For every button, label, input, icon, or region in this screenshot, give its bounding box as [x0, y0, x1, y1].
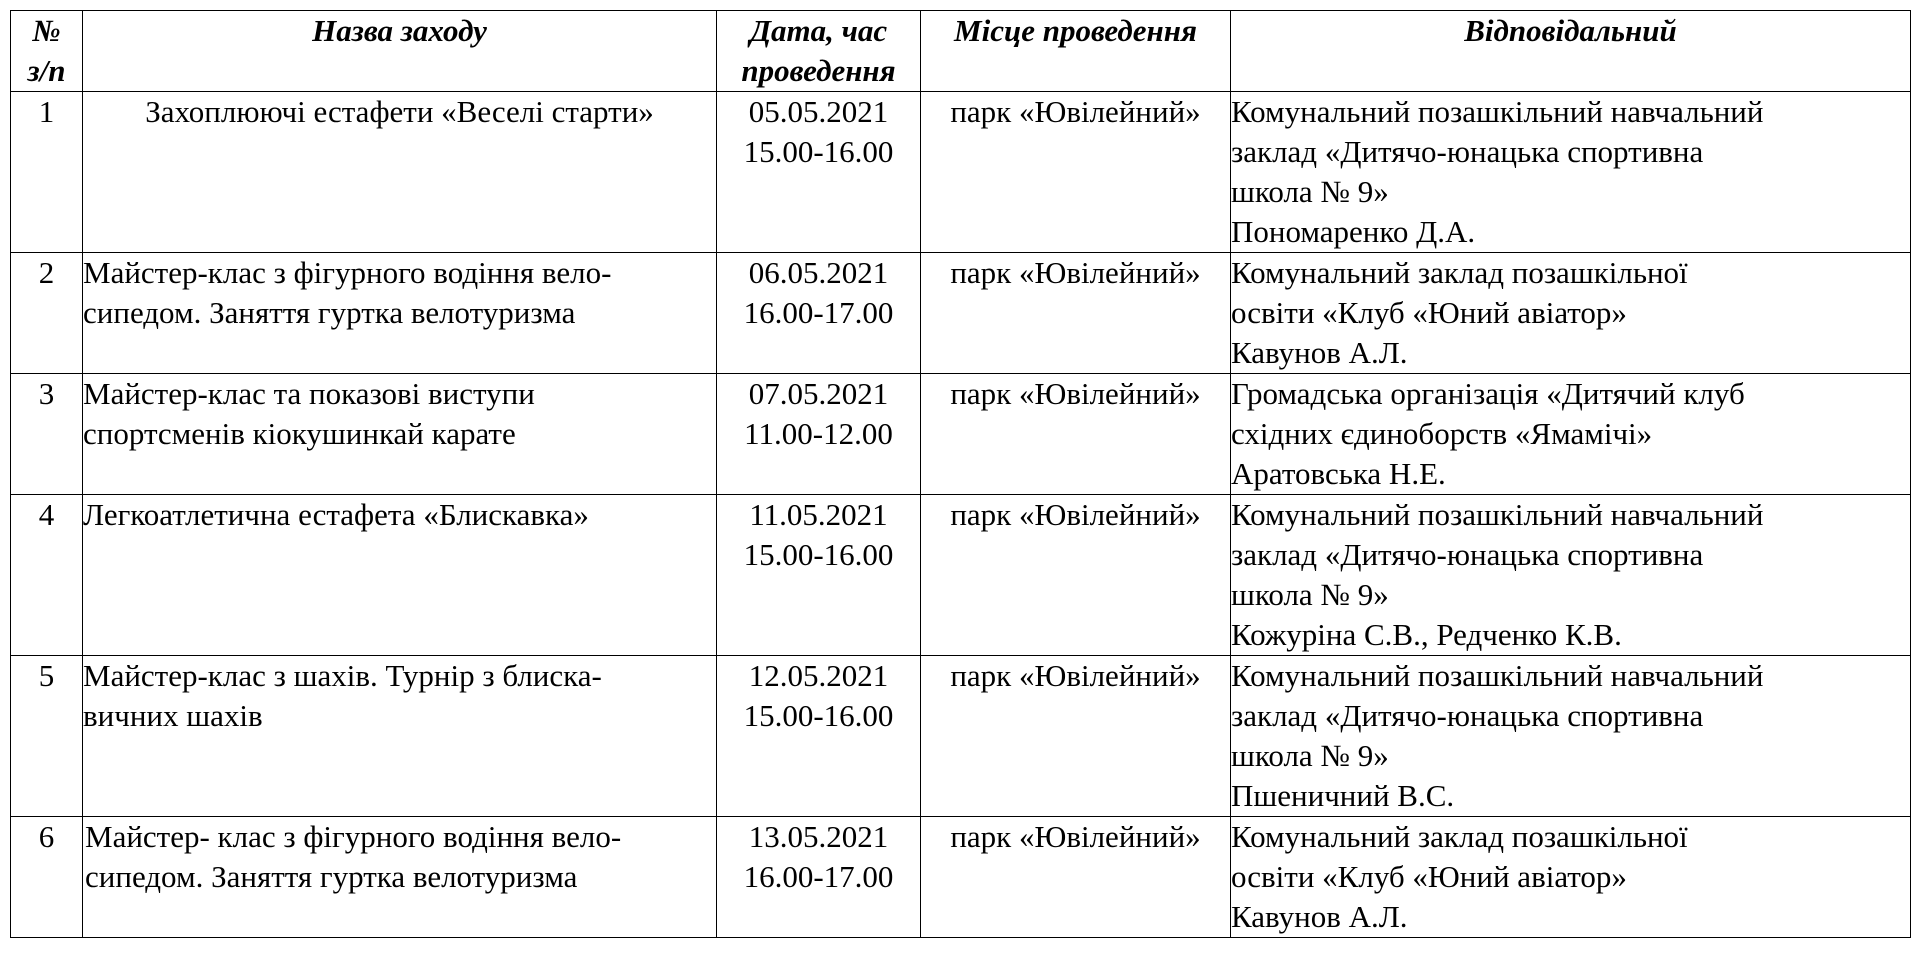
- event-name: Майстер- клас з фігурного водіння вело- сипедом. Заняття гуртка велотуризма: [83, 817, 717, 938]
- table-row: [11, 92, 1911, 253]
- event-date-time: 05.05.2021 15.00-16.00: [717, 92, 921, 253]
- event-date-time: 06.05.2021 16.00-17.00: [717, 253, 921, 374]
- header-place: Місце проведення: [921, 11, 1231, 92]
- table-row: [11, 374, 1911, 495]
- event-date-time: 13.05.2021 16.00-17.00: [717, 817, 921, 938]
- table-row: [11, 253, 1911, 374]
- header-number: № з/п: [11, 11, 83, 92]
- event-date-time: 11.05.2021 15.00-16.00: [717, 495, 921, 656]
- table-header-row: [11, 11, 1911, 92]
- header-event-name: Назва заходу: [83, 11, 717, 92]
- header-responsible: Відповідальний: [1231, 11, 1911, 92]
- event-name: Захоплюючі естафети «Веселі старти»: [83, 92, 717, 253]
- row-number: 1: [11, 92, 83, 253]
- row-number: 2: [11, 253, 83, 374]
- event-name: Майстер-клас з шахів. Турнір з блиска- вичних шахів: [83, 656, 717, 817]
- row-number: 6: [11, 817, 83, 938]
- event-name: Майстер-клас з фігурного водіння вело- сипедом. Заняття гуртка велотуризма: [83, 253, 717, 374]
- row-number: 5: [11, 656, 83, 817]
- event-responsible: Комунальний позашкільний навчальний заклад «Дитячо-юнацька спортивна школа № 9» Пономаренко Д.А.: [1231, 92, 1911, 253]
- event-place: парк «Ювілейний»: [921, 495, 1231, 656]
- table-row: [11, 495, 1911, 656]
- event-responsible: Комунальний позашкільний навчальний заклад «Дитячо-юнацька спортивна школа № 9» Кожуріна С.В., Редченко К.В.: [1231, 495, 1911, 656]
- event-name: Майстер-клас та показові виступи спортсменів кіокушинкай карате: [83, 374, 717, 495]
- event-place: парк «Ювілейний»: [921, 817, 1231, 938]
- event-date-time: 07.05.2021 11.00-12.00: [717, 374, 921, 495]
- event-place: парк «Ювілейний»: [921, 92, 1231, 253]
- event-place: парк «Ювілейний»: [921, 374, 1231, 495]
- event-name: Легкоатлетична естафета «Блискавка»: [83, 495, 717, 656]
- header-date-time: Дата, час проведення: [717, 11, 921, 92]
- event-date-time: 12.05.2021 15.00-16.00: [717, 656, 921, 817]
- event-responsible: Комунальний заклад позашкільної освіти «Клуб «Юний авіатор» Кавунов А.Л.: [1231, 817, 1911, 938]
- row-number: 4: [11, 495, 83, 656]
- event-place: парк «Ювілейний»: [921, 253, 1231, 374]
- events-table: [10, 10, 1911, 938]
- event-responsible: Комунальний заклад позашкільної освіти «Клуб «Юний авіатор» Кавунов А.Л.: [1231, 253, 1911, 374]
- row-number: 3: [11, 374, 83, 495]
- event-place: парк «Ювілейний»: [921, 656, 1231, 817]
- table-row: [11, 656, 1911, 817]
- event-responsible: Комунальний позашкільний навчальний заклад «Дитячо-юнацька спортивна школа № 9» Пшеничний В.С.: [1231, 656, 1911, 817]
- table-row: [11, 817, 1911, 938]
- event-responsible: Громадська організація «Дитячий клуб східних єдиноборств «Ямамічі» Аратовська Н.Е.: [1231, 374, 1911, 495]
